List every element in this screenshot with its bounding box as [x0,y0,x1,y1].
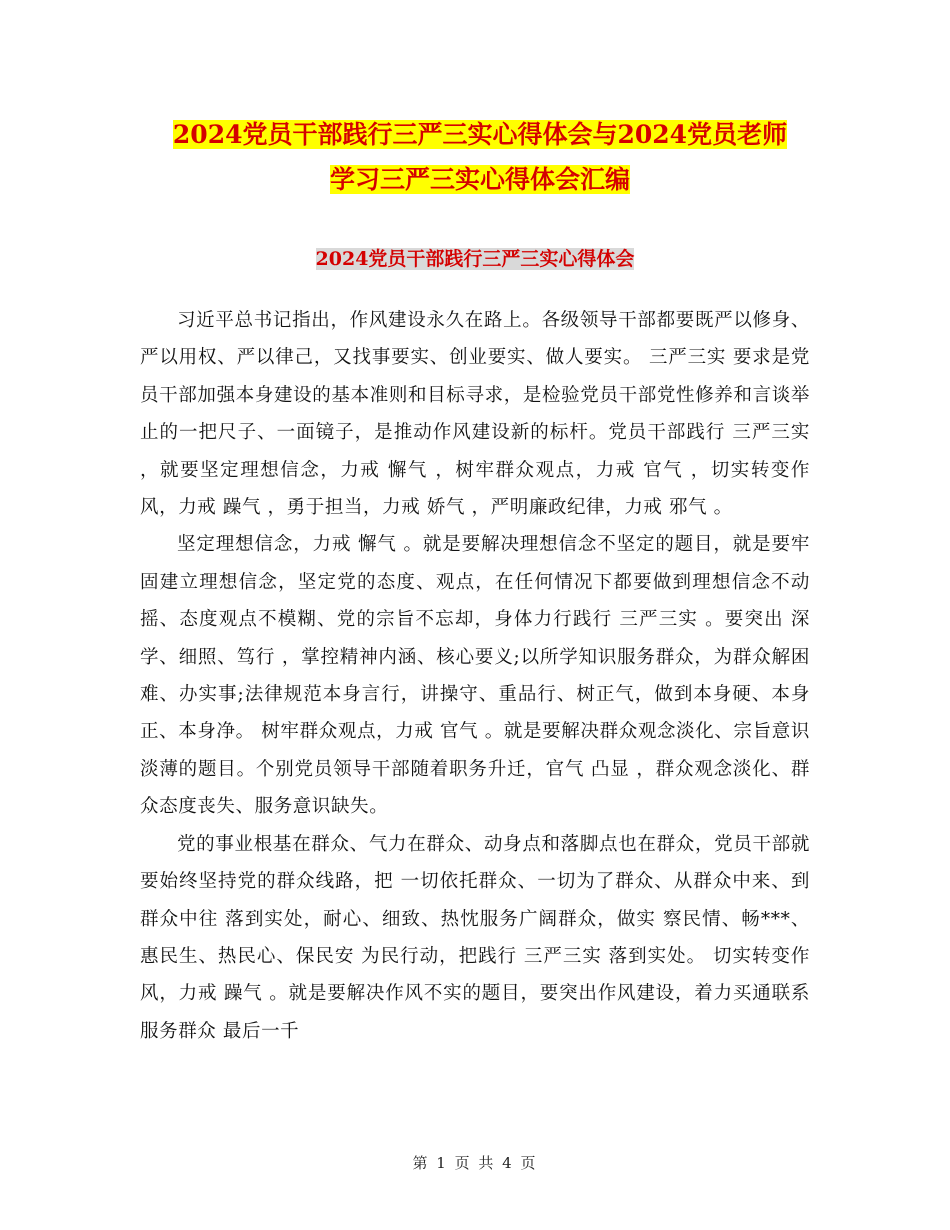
document-title-line1: 2024党员干部践行三严三实心得体会与2024党员老师 [172,120,788,149]
paragraph-2: 坚定理想信念，力戒 懈气 。就是要解决理想信念不坚定的题目，就是要牢固建立理想信念，坚定党的态度、观点，在任何情况下都要做到理想信念不动摇、态度观点不模糊、党的宗旨不忘却，身体力行践行 三严三实 。要突出 深学、细照、笃行 ，掌控精神内涵、核心要义;以所学知识服务群众，为群众解困难、办实事;法律规范本身言行，讲操守、重品行、树正气，做到本身硬、本身正、本身净。 树牢群众观点，力戒 官气 。就是要解决群众观念淡化、宗旨意识淡薄的题目。个别党员领导干部随着职务升迁，官气 凸显 ，群众观念淡化、群众态度丧失、服务意识缺失。 [140,534,810,818]
document-body [140,302,810,1050]
paragraph-3: 党的事业根基在群众、气力在群众、动身点和落脚点也在群众，党员干部就要始终坚持党的群众线路，把 一切依托群众、一切为了群众、从群众中来、到群众中往 落到实处，耐心、细致、热忱服务广阔群众，做实 察民情、畅***、惠民生、热民心、保民安 为民行动，把践行 三严三实 落到实处。 切实转变作风，力戒 躁气 。就是要解决作风不实的题目，要突出作风建设，着力买通联系服务群众 最后一千 [140,833,810,1042]
section-title-text: 2024党员干部践行三严三实心得体会 [315,248,635,270]
page-footer: 第 1 页 共 4 页 [412,1154,538,1172]
document-title-line2: 学习三严三实心得体会汇编 [329,165,630,194]
section-title [140,243,810,275]
document-title [140,112,820,202]
paragraph-1: 习近平总书记指出，作风建设永久在路上。各级领导干部都要既严以修身、严以用权、严以律己，又找事要实、创业要实、做人要实。 三严三实 要求是党员干部加强本身建设的基本准则和目标寻求，是检验党员干部党性修养和言谈举止的一把尺子、一面镜子，是推动作风建设新的标杆。党员干部践行 三严三实 ，就要坚定理想信念，力戒 懈气 ，树牢群众观点，力戒 官气 ，切实转变作风，力戒 躁气 ，勇于担当，力戒 娇气 ，严明廉政纪律，力戒 邪气 。 [140,310,811,519]
